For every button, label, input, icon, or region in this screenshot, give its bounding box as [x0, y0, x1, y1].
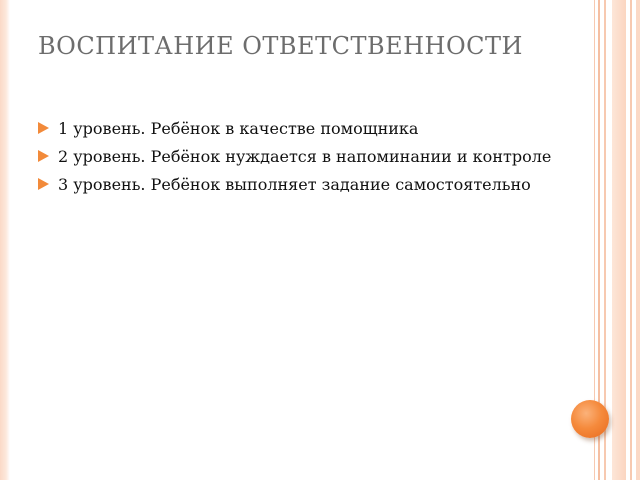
arrow-bullet-icon	[38, 178, 49, 190]
bullet-text: 3 уровень. Ребёнок выполняет задание самостоятельно	[58, 175, 531, 194]
right-border-stripe	[630, 0, 632, 480]
arrow-bullet-icon	[38, 150, 49, 162]
orange-circle-icon	[571, 400, 609, 438]
list-item	[38, 118, 558, 140]
list-item	[38, 146, 558, 168]
slide-title: ВОСПИТАНИЕ ОТВЕТСТВЕННОСТИ	[38, 32, 523, 60]
left-edge-decoration	[0, 0, 10, 480]
arrow-bullet-icon	[38, 122, 49, 134]
bullet-list	[38, 118, 558, 202]
bullet-text: 2 уровень. Ребёнок нуждается в напоминании и контроле	[58, 147, 552, 166]
right-border-stripe	[636, 0, 640, 480]
list-item	[38, 174, 558, 196]
right-border-band	[612, 0, 626, 480]
bullet-text: 1 уровень. Ребёнок в качестве помощника	[58, 119, 419, 138]
